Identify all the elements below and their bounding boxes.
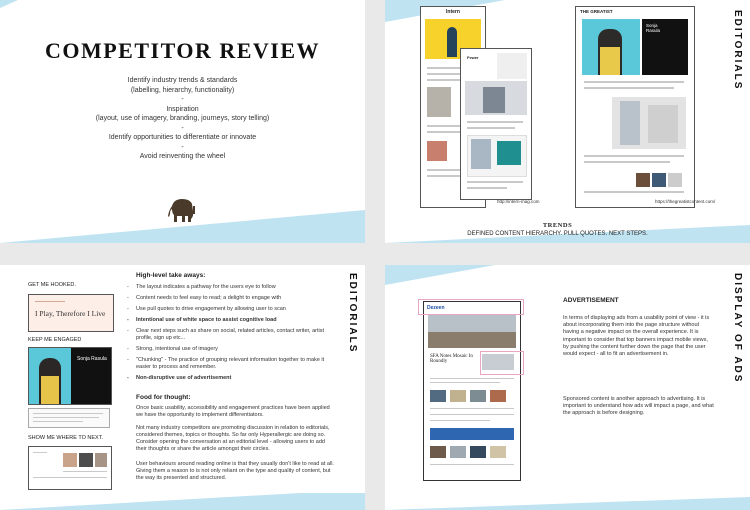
objective-2-detail: (layout, use of imagery, branding, journeys, story telling)	[95, 115, 270, 122]
ad-para-2: Sponsored content is another approach to advertising. It is important to understand how ads will impact a page, and what the approach is before designing.	[563, 396, 714, 417]
greatist-url: https://thegreatistcontent.com/	[655, 199, 716, 204]
ad-highlight-top	[418, 299, 524, 315]
objective-1: Identify industry trends & standards	[127, 77, 238, 84]
separator: -	[181, 96, 184, 103]
objectives-list	[0, 76, 365, 162]
takeaway-item: - Content needs to feel easy to read; a delight to engage with	[127, 295, 282, 301]
separator: -	[181, 124, 184, 132]
objective-4: Avoid reinventing the wheel	[139, 153, 226, 160]
takeaway-item: - Intentional use of white space to assist cognitive load	[127, 317, 277, 323]
site-logo: Intern	[446, 9, 460, 15]
engage-name: Sonja Rasula	[77, 356, 107, 362]
slide-editorials-takeaways	[0, 265, 365, 510]
article-title: SFA Notes Mosaic In Roundly	[430, 354, 473, 364]
ad-heading: ADVERTISEMENT	[563, 297, 619, 304]
separator: -	[181, 143, 184, 151]
next-label: SHOW ME WHERE TO NEXT.	[28, 435, 103, 441]
side-label: EDITORIALS	[732, 10, 743, 91]
side-label: EDITORIALS	[347, 273, 358, 354]
takeaway-item: - Clear next steps such as share on social, related articles, contact writer, artist profile, sign up etc...	[127, 328, 324, 341]
trends-subtitle: DEFINED CONTENT HIERARCHY. PULL QUOTES. NEXT STEPS.	[467, 231, 648, 237]
side-label: DISPLAY OF ADS	[732, 273, 743, 384]
intern-article-screenshot: Fewer	[460, 48, 532, 200]
hook-screenshot	[28, 294, 114, 332]
food-para-1: Once basic usability, accessibility and engagement practices have been applied we have the opportunity to implement differentiators.	[136, 405, 330, 418]
takeaways-heading: High-level take aways:	[136, 272, 206, 279]
takeaway-item: - Non-disruptive use of advertisement	[127, 375, 232, 381]
takeaway-item: - The layout indicates a pathway for the users eye to follow	[127, 284, 276, 290]
hook-headline: I Play, Therefore I Live	[35, 309, 106, 318]
ad-highlight-side	[480, 351, 524, 375]
slide-competitor-review	[0, 0, 365, 243]
ad-para-1: In terms of displaying ads from a usability point of view - it is about incorporating them into the page structure without having a negative impact on the overall experience. It is important to consider that top banners impact mobile views, by pushing the content further down the page that the user would expect - all to fit an advertisement in.	[563, 315, 710, 358]
food-para-2: Not many industry competitors are promoting discussion in relation to editorials, considered themes, topics or thoughts. So far only Hyperallergic are doing so. Consider opening the conversation at an editorial level - allowing users to add their thoughts or share the article amongst their circles.	[136, 425, 330, 452]
hooked-label: GET ME HOOKED.	[28, 282, 76, 288]
objective-3: Identify opportunities to differentiate or innovate	[108, 134, 257, 141]
engage-screenshot	[28, 347, 112, 405]
next-screenshot	[28, 446, 112, 490]
site-logo: Dezeen	[427, 305, 445, 311]
greatist-page-screenshot: THE GREATIST Sonja Rasula	[575, 6, 695, 208]
elephant-icon	[168, 196, 196, 222]
engaged-label: KEEP ME ENGAGED	[28, 337, 82, 343]
food-heading: Food for thought:	[136, 394, 191, 401]
slide-display-of-ads	[385, 265, 750, 510]
objective-2: Inspiration	[166, 105, 199, 113]
takeaway-item: - Use pull quotes to drive engagement by allowing user to scan	[127, 306, 286, 312]
intern-url: http://intern-mag.com	[497, 199, 540, 204]
slide-title: COMPETITOR REVIEW	[44, 38, 321, 63]
pull-quote-screenshot	[28, 408, 110, 428]
site-logo: THE GREATIST	[580, 9, 613, 14]
takeaway-item: - Strong, intentional use of imagery	[127, 346, 218, 352]
objective-1-detail: (labelling, hierarchy, functionality)	[130, 86, 235, 94]
food-para-3: User behaviours around reading online is that they usually don't like to read at all. Giving them a reason to is not only reliant on the type and quality of content, but the way its presented and structured.	[136, 461, 334, 481]
dezeen-screenshot	[423, 301, 521, 481]
slide-editorials-trends	[385, 0, 750, 243]
takeaway-item: - "Chunking" - The practice of grouping relevant information together to make it easier to process and remember.	[127, 357, 325, 370]
trends-heading: TRENDS	[542, 222, 573, 229]
